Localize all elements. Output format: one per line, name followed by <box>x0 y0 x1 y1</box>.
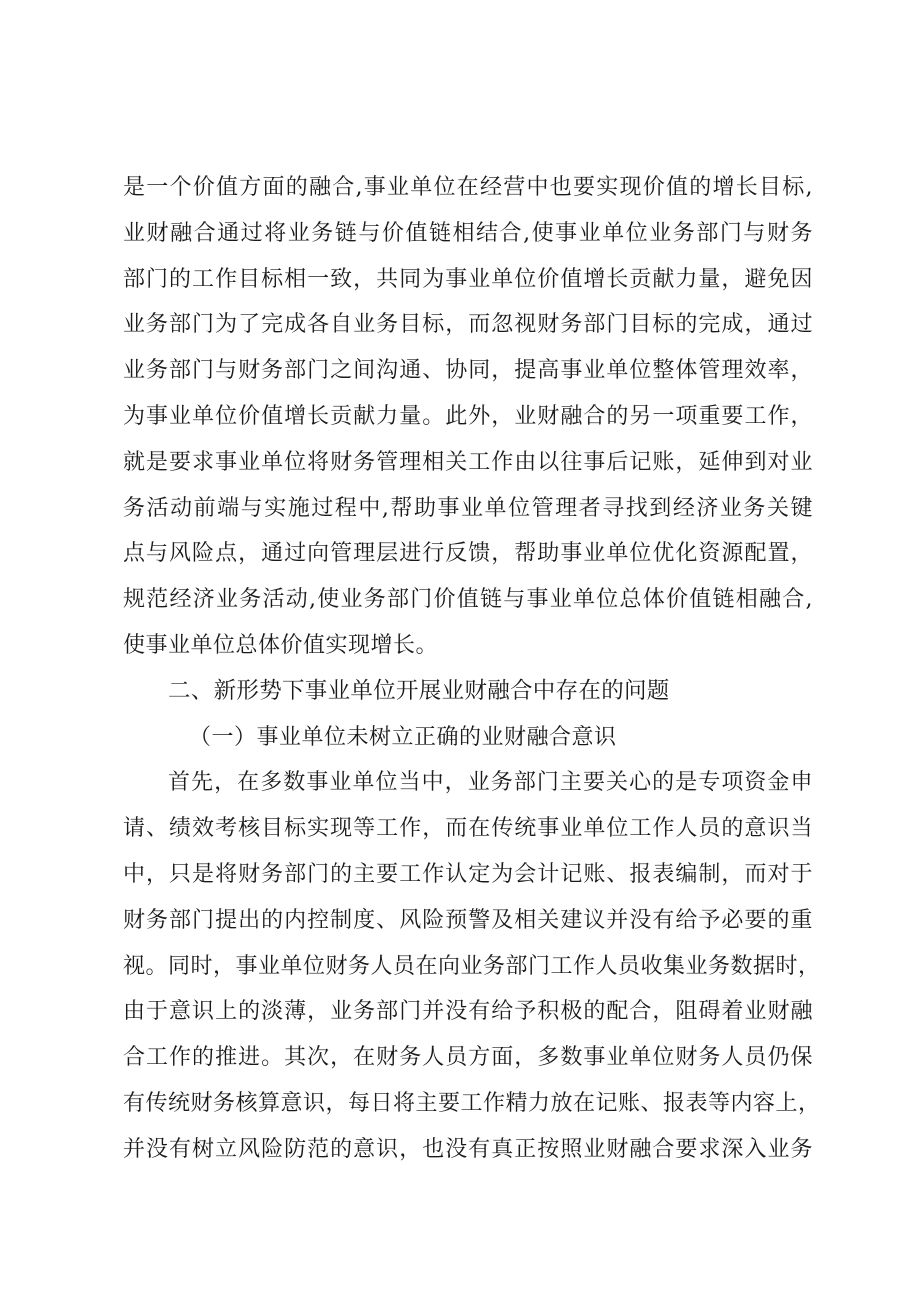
text-line: 业财融合通过将业务链与价值链相结合,使事业单位业务部门与财务 <box>123 220 813 246</box>
text-line: 业务部门与财务部门之间沟通、协同，提高事业单位整体管理效率， <box>123 358 813 384</box>
section-heading: 二、新形势下事业单位开展业财融合中存在的问题 <box>168 677 670 704</box>
text-line: 规范经济业务活动,使业务部门价值链与事业单位总体价值链相融合, <box>123 587 813 613</box>
text-line: 财务部门提出的内控制度、风险预警及相关建议并没有给予必要的重 <box>123 907 813 933</box>
text-line: 由于意识上的淡薄，业务部门并没有给予积极的配合，阻碍着业财融 <box>123 999 813 1025</box>
text-line: 中，只是将财务部门的主要工作认定为会计记账、报表编制，而对于 <box>123 861 813 887</box>
text-line: 首先，在多数事业单位当中，业务部门主要关心的是专项资金申 <box>168 770 813 796</box>
paragraph-value-integration <box>123 165 813 669</box>
text-line: 务活动前端与实施过程中,帮助事业单位管理者寻找到经济业务关键 <box>123 495 813 521</box>
document-body <box>123 165 821 1173</box>
text-line: 合工作的推进。其次，在财务人员方面，多数事业单位财务人员仍保 <box>123 1045 813 1071</box>
subsection-heading: （一）事业单位未树立正确的业财融合意识 <box>189 724 617 750</box>
text-line: 并没有树立风险防范的意识，也没有真正按照业财融合要求深入业务 <box>123 1136 813 1162</box>
paragraph-awareness <box>123 760 821 1172</box>
text-line: 部门的工作目标相一致，共同为事业单位价值增长贡献力量，避免因 <box>123 266 813 292</box>
text-line: 视。同时，事业单位财务人员在向业务部门工作人员收集业务数据时， <box>123 953 821 979</box>
text-line: 请、绩效考核目标实现等工作，而在传统事业单位工作人员的意识当 <box>123 816 813 842</box>
text-line: 业务部门为了完成各自业务目标，而忽视财务部门目标的完成，通过 <box>123 312 813 338</box>
text-line: 使事业单位总体价值实现增长。 <box>123 632 439 658</box>
text-line: 为事业单位价值增长贡献力量。此外，业财融合的另一项重要工作， <box>123 403 813 429</box>
text-line: 是一个价值方面的融合,事业单位在经营中也要实现价值的增长目标, <box>123 175 813 200</box>
text-line: 有传统财务核算意识，每日将主要工作精力放在记账、报表等内容上， <box>123 1090 821 1116</box>
text-line: 就是要求事业单位将财务管理相关工作由以往事后记账，延伸到对业 <box>123 449 813 475</box>
text-line: 点与风险点，通过向管理层进行反馈，帮助事业单位优化资源配置， <box>123 541 813 567</box>
